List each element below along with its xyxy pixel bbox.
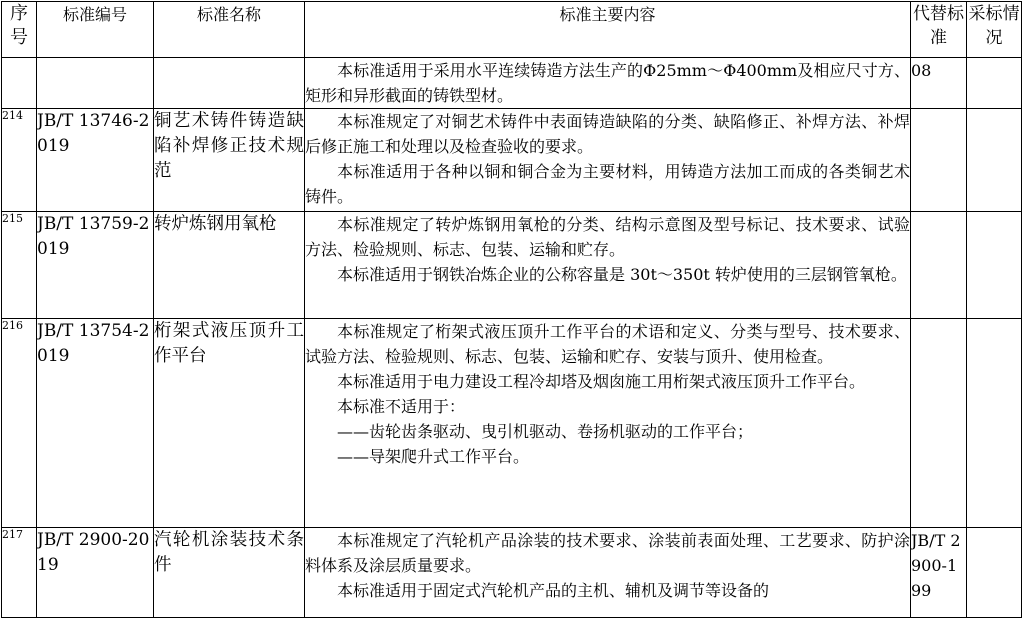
content-paragraph: 本标准规定了对铜艺术铸件中表面铸造缺陷的分类、缺陷修正、补焊方法、补焊后修正施工和处理以及检查验收的要求。 bbox=[305, 112, 910, 156]
row-seq: 215 bbox=[2, 212, 37, 319]
header-adoption: 采标情况 bbox=[967, 2, 1022, 58]
row-code: JB/T 2900-2019 bbox=[37, 528, 154, 618]
content-paragraph: 本标准适用于采用水平连续铸造方法生产的Φ25mm～Φ400mm及相应尺寸方、矩形和异形截面的铸铁型材。 bbox=[305, 61, 910, 105]
row-replaces: 08 bbox=[911, 58, 967, 109]
header-seq: 序号 bbox=[2, 2, 37, 58]
row-adoption bbox=[967, 528, 1022, 618]
row-content bbox=[305, 58, 911, 109]
table-row bbox=[2, 528, 1022, 618]
row-name: 铜艺术铸件铸造缺陷补焊修正技术规范 bbox=[154, 109, 305, 212]
row-adoption bbox=[967, 319, 1022, 528]
standards-table bbox=[1, 1, 1022, 618]
row-adoption bbox=[967, 109, 1022, 212]
row-name: 桁架式液压顶升工作平台 bbox=[154, 319, 305, 528]
row-code bbox=[37, 58, 154, 109]
row-name: 转炉炼钢用氧枪 bbox=[154, 212, 305, 319]
content-paragraph: 本标准适用于电力建设工程冷却塔及烟囱施工用桁架式液压顶升工作平台。 bbox=[337, 372, 866, 391]
row-replaces: JB/T 2900-199 bbox=[911, 528, 967, 618]
content-paragraph: 本标准规定了汽轮机产品涂装的技术要求、涂装前表面处理、工艺要求、防护涂料体系及涂层质量要求。 bbox=[305, 531, 910, 575]
row-seq: 214 bbox=[2, 109, 37, 212]
row-replaces bbox=[911, 319, 967, 528]
row-name: 汽轮机涂装技术条件 bbox=[154, 528, 305, 618]
header-content: 标准主要内容 bbox=[305, 2, 911, 58]
content-paragraph: 本标准规定了桁架式液压顶升工作平台的术语和定义、分类与型号、技术要求、试验方法、检验规则、标志、包装、运输和贮存、安装与顶升、使用检查。 bbox=[305, 322, 910, 366]
header-code: 标准编号 bbox=[37, 2, 154, 58]
row-code: JB/T 13754-2019 bbox=[37, 319, 154, 528]
row-content bbox=[305, 212, 911, 319]
header-replaces: 代替标准 bbox=[911, 2, 967, 58]
row-seq: 216 bbox=[2, 319, 37, 528]
table-row bbox=[2, 109, 1022, 212]
table-row bbox=[2, 319, 1022, 528]
content-paragraph: 本标准适用于各种以铜和铜合金为主要材料，用铸造方法加工而成的各类铜艺术铸件。 bbox=[305, 162, 910, 206]
table-row bbox=[2, 58, 1022, 109]
row-adoption bbox=[967, 58, 1022, 109]
row-code: JB/T 13759-2019 bbox=[37, 212, 154, 319]
row-code: JB/T 13746-2019 bbox=[37, 109, 154, 212]
content-paragraph: ——齿轮齿条驱动、曳引机驱动、卷扬机驱动的工作平台； bbox=[337, 422, 754, 441]
row-content bbox=[305, 528, 911, 618]
content-paragraph: ——导架爬升式工作平台。 bbox=[337, 447, 530, 466]
row-content bbox=[305, 319, 911, 528]
row-content bbox=[305, 109, 911, 212]
header-name: 标准名称 bbox=[154, 2, 305, 58]
row-seq bbox=[2, 58, 37, 109]
content-paragraph: 本标准适用于固定式汽轮机产品的主机、辅机及调节等设备的 bbox=[337, 581, 770, 600]
row-name bbox=[154, 58, 305, 109]
content-paragraph: 本标准适用于钢铁冶炼企业的公称容量是 30t～350t 转炉使用的三层钢管氧枪。 bbox=[337, 265, 907, 284]
row-replaces bbox=[911, 212, 967, 319]
row-seq: 217 bbox=[2, 528, 37, 618]
row-replaces bbox=[911, 109, 967, 212]
row-adoption bbox=[967, 212, 1022, 319]
table-row bbox=[2, 212, 1022, 319]
table-header-row bbox=[2, 2, 1022, 58]
content-paragraph: 本标准不适用于： bbox=[337, 397, 466, 416]
content-paragraph: 本标准规定了转炉炼钢用氧枪的分类、结构示意图及型号标记、技术要求、试验方法、检验规则、标志、包装、运输和贮存。 bbox=[305, 215, 910, 259]
